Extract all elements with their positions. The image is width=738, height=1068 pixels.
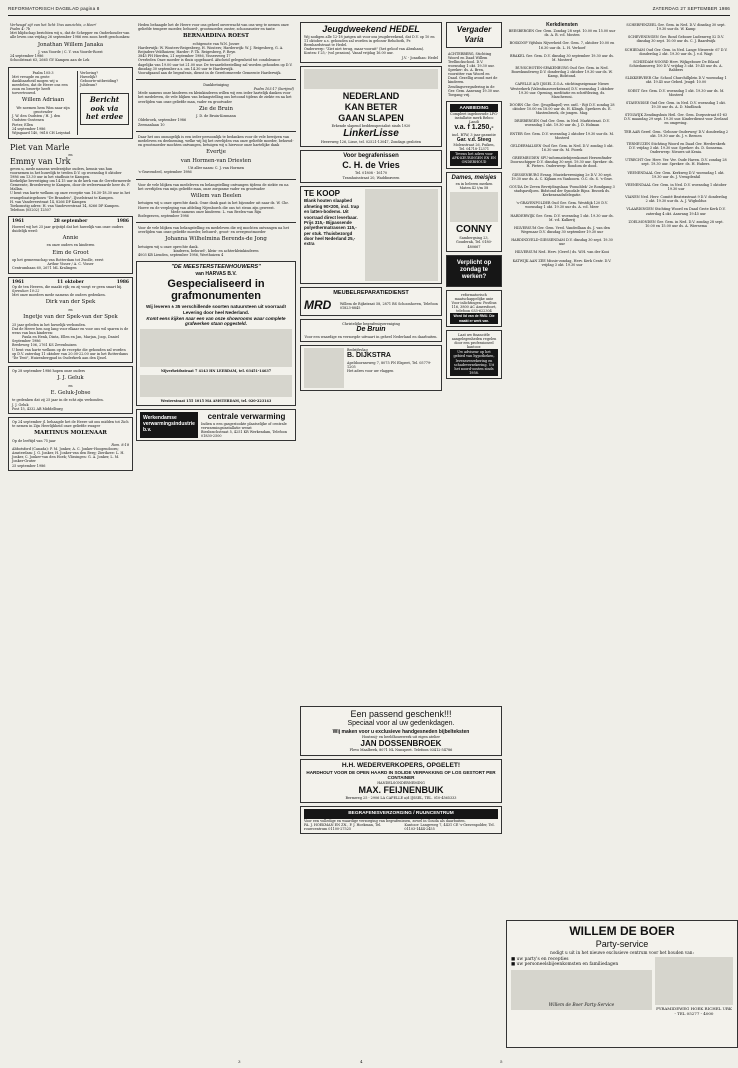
groom-name: Piet van Marle xyxy=(10,143,70,152)
wedding-announcement-piet xyxy=(8,142,133,213)
ad-text: Compleet ingebouwde LPG-installatie merk Rebco Landi xyxy=(450,111,499,124)
church-service-item: GIESSENBURG Evang. Muziekvereniging 2e D.V. 30 sept. 19.30 uur ds. A. C. Kijkam en Vanhoorn. O.C. ds. S. 's-Grav. xyxy=(511,172,613,181)
column-4 xyxy=(446,22,502,704)
address: Post 15, 4332 AB Middelburg xyxy=(12,406,63,411)
body-text: op het gemeenschap van Rotterdam tot Zwolle, eerst xyxy=(12,258,104,263)
company-name: C. H. de Vries xyxy=(342,160,400,171)
conjunction: en xyxy=(68,307,73,312)
company-name: JAN DOSSENBROEK xyxy=(360,738,442,748)
thanks-text: Voor de vele blijken van medeleven en belangstelling ontvangen tijdens de ziekte en na het overlijden van mijn geliefde man, onze zorgzame vader en grootvader xyxy=(138,182,289,191)
address: Wijngaard 140, 9618 CH Leiystad xyxy=(12,130,71,135)
company-name: B. DIJKSTRA xyxy=(347,352,391,360)
deceased-name: Willem van Beelen xyxy=(190,192,242,199)
ad-line-2: KAN BETER xyxy=(344,101,398,112)
ad-jeugdweekend xyxy=(300,22,442,63)
bullet-text: uw personeelsbijeenkomsten en familiedagen xyxy=(516,962,619,968)
bed-photo xyxy=(304,69,438,89)
date: 28 september xyxy=(53,219,88,225)
column-number: 5 xyxy=(500,1059,503,1064)
ad-lpg xyxy=(446,101,502,168)
brand-logo: Willem de Boer Party-Service xyxy=(548,1003,615,1009)
church-service-item: SCHIEDAM Oud Ger. Gem. in Ned. Lange Nieuwstr. 67 D.V. donderdag 2 okt. 19.30 uur ds. J. v.d. Wagt xyxy=(624,47,728,56)
header-left: REFORMATORISCH DAGBLAD pagina 8 xyxy=(8,6,100,11)
church-service-item: HARDERWIJK Ger. Gem. D.V. woensdag 1 okt. 19.30 uur ds. M. v.d. Kalkerij xyxy=(510,213,614,222)
ad-subtitle: HANDELSONDERNEMING xyxy=(377,780,425,785)
thanks-text: Daar het ons onmogelijk is een ieder persoonlijk te bedanken voor de vele bewijzen van medeleven en deelneming, welke wij bij het overlijden van onze geliefde moeder, behuwd- en grootmoeder mochten ontvangen, betuigen wij u hiervoor onze hartelijke dank xyxy=(138,134,294,147)
future-address: Toekomstig adres: H. van Vandeverstraat 14, 8266 DP Kampen. Telefoon (05202) 12507 xyxy=(10,203,120,213)
vergader-varia-logo xyxy=(446,22,502,48)
deceased-first-name: Evertje xyxy=(206,149,226,156)
church-service-item: STAVENISSE Oud Ger. Gem. in Ned. D.V. woensdag 1 okt. 19.30 uur ds. A. D. Mudlinok xyxy=(626,100,726,109)
address: Tramhuisstraat 20, Waddinxveen xyxy=(342,175,400,180)
name-1: Annie xyxy=(62,234,79,241)
ad-title: MEUBELREPARATIEDIENST xyxy=(333,289,409,296)
promo-line: Geboorte-uitbreiding? xyxy=(80,78,119,83)
date: Bodegraven, september 1986 xyxy=(138,213,189,218)
ad-line-3: GAAN SLAPEN xyxy=(338,112,404,123)
birth-announcement-jonathan xyxy=(8,22,133,64)
wish-text: Dat de Heere hen nog lang voor elkaar en voor ons wil sparen is de wens van hun kinderen: xyxy=(12,326,129,335)
verse-ref: Spreuken 10:22 xyxy=(12,289,40,294)
announcement-text: Met blijdschap berichten wij u, dat de Schepper en Onderhouder van alle leven ons vrijdag 26 september 1986 een zoon heeft geschonken: xyxy=(10,31,131,40)
ad-title: "DE MEESTERSTEENHOUWERS" xyxy=(171,264,261,271)
obituary-martinus xyxy=(8,417,133,471)
address: Bermweg 25 - 2906 LA CAPELLE a/d IJSSEL, TEL. 010-4565333 xyxy=(345,795,457,800)
church-service-list xyxy=(506,28,618,268)
church-service-item: HARDINXVELD-GIESSENDAM D.V. dinsdag 30 sept. 19.30 uur xyxy=(511,238,613,247)
announcement-text: Met vreugde en grote dankbaarheid mogen wij u meedelen, dat de Heere ons een zoon en broertje heeft toevertrouwd. xyxy=(12,74,68,96)
erdee-promo xyxy=(77,71,129,135)
obituary-text: Heden behaagde het de Heere voor ons geheel onverwacht van ons weg te nemen onze geliefde tempere moeder, behuwd-, grootmoeder, zuster, schoonzuster en tante xyxy=(138,23,289,32)
ad-dossenbroek xyxy=(300,706,502,756)
ad-title: AANBIEDING xyxy=(450,104,498,112)
church-service-item: KATWIJK AAN ZEE Missie-zondag, Herv. Kerk Centr. D.V. vrijdag 3 okt. 19.30 uur xyxy=(512,258,612,267)
date: September 1986 xyxy=(12,339,41,344)
verse-text: Verheugd zijt van het licht Uws aanzichts, o Heer! xyxy=(10,23,97,27)
church-service-item: VEENENDAAL Ger. Gem. Kerkweg D.V. woensdag 1 okt. 19.30 uur ds. J. Vreugdenhil xyxy=(627,170,725,179)
church-service-item: BRAKEL Ger. Gem. D.V. dinsdag 30 september 19.30 uur ds. M. Mosterd xyxy=(510,53,614,62)
address: Molenstraat 26, Puiken, Tel. 04718-12371 xyxy=(453,142,495,151)
ad-text: Blank houten slaapbed afmeting 90×200, incl. trap en latten-bodems. Uit voorraad direct leverbaar. Prijs 315,- Bijpassende polyethermatrassen 115,- per stuk. Thuisbezorgd door heel Nederland 25,- extra xyxy=(304,198,360,247)
church-service-item: ENTER Ger. Gem. D.V. woensdag 2 oktober 19.30 uur ds. M. Mosterd xyxy=(509,131,615,140)
church-service-item: SCHIEDAM-NOORD Herv. Wijkgebouw De Eiland Schiedamsweg 100 D.V. vrijdag 3 okt. 19.45 uur ds. A. Rabbers xyxy=(629,59,723,73)
bullet-text: uw party's en recepties xyxy=(516,956,569,962)
family-list: Abbotsford (Canada): P. M. Jonker, A. C. Jonker-Hoogendoorn; Amsterdam: J. G. Jonker, H. Jonker-van den Berg; Zierikzee: L. H. Jonker, C. Jonker-van den Hoek; Vlissingen: G. A. Jonker, L. M. Jonker-Gruter xyxy=(12,447,125,464)
brand-logo: CONNY xyxy=(455,224,493,236)
thanks-text: Voor de vele blijken van belangstelling en medeleven die wij mochten ontvangen na het overlijden van onze geliefde moeder, behuwd-, groot- en overgrootmoeder xyxy=(138,226,289,235)
parents: J. van Voorde / C. Y. van Voorde-Roest xyxy=(38,50,103,55)
ad-subtitle: van HARVAS B.V. xyxy=(195,271,237,278)
funeral-text: Overleden Onze moeder is thuis opgebaard. Afscheid gelegenheid tot condoleance dagelijks van 19.00 uur tot 21.00 uur. De teraardebestelling zal worden gehouden op D.V. dinsdag 30 september a.s. om 14.30 uur te Harderwijk. xyxy=(138,58,293,71)
header-right: ZATERDAG 27 SEPTEMBER 1986 xyxy=(652,6,730,11)
anniversary-annie xyxy=(8,216,133,273)
ad-de-bruin xyxy=(300,319,442,342)
column-3 xyxy=(300,22,442,1044)
church-service-item: HILVERSUM Ned. Herv. (Geref.) ds. W.H. van der Kooi xyxy=(514,250,609,255)
ad-title: Voor begrafenissen xyxy=(343,153,399,160)
company-name: MAX. FEIJNENBUIK xyxy=(358,784,444,795)
ad-conny xyxy=(446,172,502,252)
notice-achterberg xyxy=(446,51,502,99)
ad-title: Jeugdweekend HEDEL xyxy=(322,24,420,34)
body-text: 25 jaar geleden in het huwelijk verbonden. xyxy=(12,322,86,327)
reception-text: U bent van harte welkom op de receptie die gehouden zal worden op D.V. zaterdag 11 oktober van 20.00-22.00 uur in het Rotterdams "De Tent", Huizenbergpad in Ouderkerk aan den IJssel. xyxy=(12,347,128,360)
spouse-text: echtgenote van W.N. Jouwe xyxy=(192,41,240,46)
child-name: Willem Adriaan xyxy=(21,97,65,104)
ad-line-1: NEDERLAND xyxy=(342,90,400,101)
column-number: 4 xyxy=(360,1059,363,1064)
page-header xyxy=(8,6,730,16)
ad-text: Wij nodigen alle 12-18 jarigen uit voor ons jeugdweekend, dat D.V. op 10 en 11 oktober a.s. gehouden zal worden in gebouw Rehoboth, Pr. Bernhardstraat te Hedel. xyxy=(304,34,435,48)
ad-footer: Uw adviseur op het gebied van hypotheken, levensverzekering en schadeverzekering. Uit het noord-oosten sinds 1958. xyxy=(450,349,498,376)
siblings: Pieter, Ellen xyxy=(12,122,33,127)
ad-headline: centrale verwarming xyxy=(207,412,286,421)
thanks-van-beelen xyxy=(136,182,296,219)
church-service-item: STOLWIJK Zendingshuis Heil. Ger. Gem. Dorpsstraat 61-63 D.V. maandag 29 sept. 19.30 uur. Kinderdienst voor Zeeland en omgeving. xyxy=(624,113,728,126)
bride-name: Emmy van Urk xyxy=(10,156,71,166)
thanks-text: Mede namens onze kinderen en kleinkinderen willen wij een ieder hartelijk danken voor het medeleven, de vele blijken van belangstelling ons betoond tijdens de ziekte en na het overlijden van onze geliefde man, vader en grootvader xyxy=(138,91,292,104)
ad-text-2: incl. BTW, 3 jaar garantie xyxy=(452,132,496,137)
signature: Arthur Visser / A. C. Visser xyxy=(47,262,94,267)
column-6 xyxy=(622,22,730,916)
birth-announcement-willem xyxy=(8,67,133,139)
ad-footer: Word lid van de RMU. Die maakt er werk van. xyxy=(450,313,498,323)
date: 's-Gravendeel, september 1986 xyxy=(138,170,192,175)
notice-text: ACHTERBERG, Stichting Woord en Daad Willem Teellinckschool. D.V. woensdag 1 okt. 19.30 uur. Spreker: ds. A. Bren, voorzitter van Woord en Daad. Gezellig avond met de kinderen. Zendingsvergadering in de Ger. Gem. Aanvang 19.30 uur. Toegang vrij. xyxy=(448,51,500,97)
ad-linker-lisse xyxy=(300,66,442,147)
church-service-item: 's-GRAVENPOLDER Oud Ger. Gem. Westdijk 120 D.V. woensdag 1 okt. 19.30 uur ds. A. v.d. Meer xyxy=(516,201,608,210)
verse-ref: Psalm 103:17 (berijmd) xyxy=(253,87,294,92)
ad-rmu xyxy=(446,290,502,327)
name-2: Ingetje van der Spek-van der Spek xyxy=(23,314,118,321)
promo-cta: Bericht ook via het erdee xyxy=(80,93,129,125)
church-service-item: VLAARDINGEN Stichting Woord en Daad Grote Kerk D.V. zaterdag 4 okt. Aanvang 19.45 uur xyxy=(626,207,726,216)
signature: kinderen, behuwd-, klein- en achterkleinkinderen xyxy=(173,249,259,254)
church-service-item: UTRECHT Ger. Herv. Ver. Ver. Oude Haven. D.V. zondag 28 sept. 19.30 uur. Spreker: ds. H. Hubers. xyxy=(625,158,727,167)
church-service-item: GREEMBUDEN SPU-informatiebijeenkomst Hersenfinder Doornschipper D.V. dinsdag 30 sept. 19.30 uur. Spreker: ds. H. Pieters. Onderwerp: Rondom de dood. xyxy=(510,156,614,169)
deceased-name: MARTINUS MOLENAAR xyxy=(34,430,107,437)
ad-text: Voor een volledige en waardige verzorging van begrafenissen, zowel in Gouda als daarbuiten. xyxy=(304,818,466,823)
contact-left: FA. J. HOEKMAN EN ZN., P. J. Hoekman, Tel. rouwcentrum 01100-27525 xyxy=(304,823,382,832)
logo-box xyxy=(511,970,652,1010)
verse-text: Op de ten Heeren, die maakt rijk; en zij voegt er geen smart bij. xyxy=(12,284,123,289)
ad-text: Het adres voor uw vlaggen xyxy=(347,368,394,373)
ad-subtitle: en in beleren merken xyxy=(455,181,493,186)
ad-de-vries xyxy=(300,150,442,183)
ad-title: H.H. WEDERVERKOPERS, OPGELET! xyxy=(341,761,461,769)
ad-text-2: Voor inlichtingen: Postbus 116, 3800 AC Amersfoort, telefoon 033-622304 xyxy=(451,300,497,314)
church-service-item: TER AAR Geref. Gem. 'Gebouw Onderweg' D.V. donderdag 2 okt. 19.30 uur ds. J. v. Reenen xyxy=(624,129,728,138)
church-service-item: GELDERMALSEN Oud Ger. Gem. in Ned. D.V. zondag 5 okt. 16.30 uur ds. M. Piorek xyxy=(510,143,614,153)
family-list: Harderwijk: W. Wouters-Reigesberg, H. Wouters; Harderwijk: W. J. Reigesberg, G. A. Reijnders-Veldhuizen; Harder: P. Th. Reigesberg, P. Reyn xyxy=(138,46,284,55)
ad-text-2: Komt eens kijken naar een van onze showrooms waar complete grafwerken staan opgesteld. xyxy=(146,315,286,327)
deceased-name: BERNARDINA ROEST xyxy=(182,33,250,40)
section-title: Vergader xyxy=(456,25,492,34)
bullet-1: ■ uw party's en recepties xyxy=(511,956,569,962)
address: 3845 PH Hierden, 21 september 1986, Vissersweg 17 xyxy=(138,54,231,59)
church-service-item: TERNEUZEN Stichting Woord en Daad Ger. Herderskerk D.V. vrijdag 3 okt. 19.30 uur. Spreker: ds. D. Sonnema. Onderwerp: Nieuws uit Kenia. xyxy=(626,141,726,155)
church-service-item: CAPELLE A/D IJSSEL Z.O.A. stichtingseigenaar Nieuw Westerkerk (Valentinaswerkstraat) D.V. woensdag 1 oktober 19.30 uur. Opening, meditatie en schriftlezing, ds. Mascheroni. xyxy=(510,82,614,99)
church-service-item: SCHERPENZEEL Ger. Gem. in Ned. D.V. dinsdag 30 sept. 19.30 uur ds. W. Kamp xyxy=(626,23,726,32)
name-1: Dirk van der Spek xyxy=(45,299,96,306)
column-2 xyxy=(136,22,296,1044)
promo-line: Jubileum? xyxy=(80,83,98,87)
ad-text-2: Onderwerp: "Ziet niet terug, maar vooruit" (het geloof van Abraham). Kosten: f 25,- (vol pension). Vanaf vrijdag 16.00 uur. xyxy=(304,47,425,56)
address: Flevo Maalbeek, 8071 NL Nunspeet. Telefoon 03412-54786 xyxy=(349,748,453,753)
signature: Uit aller naam: C. J. van Hormen xyxy=(187,166,245,171)
promo-line: Huwelijk? xyxy=(80,74,98,79)
psalm-ref: Psalm 105:3 xyxy=(32,70,54,75)
signature: J. D. de Bruin-Kosmann xyxy=(196,114,236,119)
conjunction: en xyxy=(68,152,73,157)
church-service-item: VIANEN Ned. Herv. Comité Beatrixstraat 9 D.V. donderdag 2 okt. 19.30 uur ds. A. J. Wigboldus xyxy=(625,195,727,204)
column-1 xyxy=(8,22,133,1044)
announcement-text: geven u, mede namens wederzijdse ouders, kennis van hun voornemen in het huwelijk te treden D.V. op woensdag 8 oktober 1986 om 13.30 uur in het stadhuis te Kampen. xyxy=(10,166,122,179)
name-2: Eim de Groot xyxy=(52,249,89,256)
address-1: Nijverheidsstraat 7 4143 HN LEERDAM, tel. 03451-14637 xyxy=(160,368,272,373)
address: Apeldoornseweg 7, 8075 PN Elspeet, Tel. 05779-1205 xyxy=(347,360,432,369)
ad-headline: Gespecialiseerd in grafmonumenten xyxy=(167,278,265,302)
church-text: Kerkelijke bevestiging om 14.15 uur in de kerk van de Gereformeerde Gemeente, Broederweg te Kampen, door de weleerwaarde heer ds. F. Mallan. xyxy=(10,179,131,192)
body-text: betuigen wij u onze oprechte dank. Onze dank gaat in het bijzonder uit naar ds. W. Chr. Hoeve en de verpleging van afdeling Nijenborch die ons tot steun zijn geweest. xyxy=(138,201,289,210)
church-service-item: SLIKKERVEER Chr. School Churchillplein D.V. woensdag 1 okt. 19.45 uur Gebed. Jeugd: 10.00 xyxy=(625,76,727,85)
church-service-item: SOEST Ger. Gem. D.V. woensdag 1 okt. 19.30 uur ds. M. Mosterd xyxy=(627,88,725,97)
conjunction: en onze ouders en kinderen xyxy=(46,243,95,248)
church-service-item: BEESBERGEN Ger. Gem. Zondag 28 sept. 10.00 en 15.00 uur ds. A. B. v.d. Mosten xyxy=(508,29,616,38)
church-service-item: HILVERSUM Ger. Gem. Vred. Vandedlaan ds. J. van den Wegenaar D.V. dinsdag 30 september 19.30 uur xyxy=(514,225,610,235)
age-text: Op de leeftijd van 75 jaar xyxy=(12,438,56,443)
column-number: 3 xyxy=(238,1059,241,1064)
church-service-item: BUNSCHOTEN-SPAKENBURG Oud Ger. Gem. in Ned. Bouwkundeweg D.V. donderdag 2 oktober 19.30 uur ds. W. Kamp, Bidstond. xyxy=(511,65,613,79)
company-name: De Bruin xyxy=(356,326,386,334)
ad-text-2: Houtsnij- en beeldhouwwerk uit eigen atelier xyxy=(362,734,440,739)
ad-text: Wij leveren ± 35 verschillende soorten natuursteen uit voorraad! Levering door heel Nederland. xyxy=(145,304,287,315)
address: Schoolstraat 63, 2665 GV Kampen aan de Lek xyxy=(10,58,90,63)
date: 24 september 1986 xyxy=(10,54,44,59)
announcement-text: Hoewel wij het 25 jaar grijstijd dat het huwelijk van onze ouders duidelijk werd: xyxy=(12,224,124,233)
ad-text: reformatorisch maatschappelijke unie xyxy=(454,292,494,301)
date: Oldebroek, september 1986 xyxy=(138,118,187,123)
ad-subtitle: Speciaal voor al uw gedenkdagen. xyxy=(347,719,455,727)
conjunction: en xyxy=(68,383,73,388)
brand-logo: MRD xyxy=(304,298,332,313)
deceased-last-name: van Hormen-van Driesten xyxy=(180,157,252,164)
ad-text: nodigt u uit in het nieuwe exclusieve centrum voor het houden van: xyxy=(550,949,694,955)
name-1: J. J. Geluk xyxy=(57,375,84,382)
ad-text: Maten 42 t/m 58 xyxy=(459,185,489,190)
bed-photo xyxy=(365,189,438,281)
child-name: Jonathan Willem Janaka xyxy=(37,41,104,48)
ad-zondag: Verplicht op zondag te werken? xyxy=(446,255,502,287)
date: 25 september 1986 xyxy=(12,463,46,468)
ad-werkendamse xyxy=(136,409,296,441)
address: Willem de Rijkstraat 58, 2871 BS Schoonhoven, Telefoon 01823-8845 xyxy=(339,301,438,310)
ad-hoekman xyxy=(300,806,502,834)
company-name: Gar. v.d. Steeg xyxy=(456,136,492,143)
ad-title: Een passend geschenk!!! xyxy=(350,709,452,719)
column-5 xyxy=(506,22,618,916)
obituary-roest xyxy=(136,22,296,76)
flag-photo xyxy=(304,348,344,388)
signature: Mede namens onze kinderen: L. van Beelen-van Rijn xyxy=(170,209,262,214)
ad-te-koop xyxy=(300,186,442,284)
ad-feijnenbuik xyxy=(300,759,502,803)
ad-text: Erkende slapend beddenspecialist sinds 1920 xyxy=(331,123,411,128)
intro-text: Met onze moeders mede namens de ouders gedenken. xyxy=(12,293,106,298)
body-text: te gedenken dat zij 25 jaar in de echt zijn verbonden. xyxy=(12,398,104,403)
anniversary-geluk xyxy=(8,366,133,414)
intro-text: Op 28 september 1986 hopen onze ouders xyxy=(12,368,86,373)
brand-logo: LinkerLisse xyxy=(343,127,399,139)
address: Bredeweg 106, 2761 KS Zevenhuizen xyxy=(12,343,77,348)
signature: J.V. - Jonathan: Hedel xyxy=(401,55,438,60)
address: H. van Vandeverstraat 14, 8266 DP Kampen xyxy=(10,199,86,204)
deceased-name: Johanna Wilhelmina Berends-de Jong xyxy=(165,236,267,243)
ad-text: Indien u een gasgestookte plaatselijke of centrale verwarmingsinstallatie wenst xyxy=(201,421,287,430)
ad-text: Laat uw financiële aangelegenheden regelen door een professioneel kantoor. xyxy=(451,332,497,350)
address: Biesboschstraat 5, 4251 KR Werkendam, Telefoon 01830-2500 xyxy=(201,430,288,439)
promo-line: Verloving? xyxy=(80,70,99,75)
ad-harvas xyxy=(136,261,296,406)
ad-title: Werkendamse verwarmingsindustrie b.v. xyxy=(140,412,198,438)
wide-ads xyxy=(300,706,502,837)
ad-subtitle: Party-service xyxy=(595,938,649,949)
church-service-item: BOSKOOP Vijfsluis Nijverheid Ger. Gem. 7, oktober 10.00 en 16.30 uur ds. L. H. Verhoef xyxy=(509,41,615,50)
date: 24 september 1986 xyxy=(12,126,46,131)
body-text: betuigen wij u onze oprechte dank. xyxy=(138,244,199,249)
thanks-de-bruin xyxy=(136,82,296,128)
thanks-berends xyxy=(136,225,296,258)
parents: J. W. den Oudsten / H. J. den Oudsten-Oostenen xyxy=(12,114,61,123)
ad-text: Wij maken voor u exclusieve handgesneden bijbelteksten xyxy=(332,728,470,735)
ad-willem-de-boer xyxy=(506,920,738,1048)
section-title: Kerkdiensten xyxy=(546,22,578,28)
company-name: WILLEM DE BOER xyxy=(569,924,675,938)
church-service-item: VEENENDAAL Ger. Gem. in Ned. D.V. woensdag 1 oktober 19.30 uur xyxy=(625,182,727,191)
church-service-item: GOUDA De Zeven Bevrijdingslaan 'Pomoblek' 2e Rondgang 3 stadspaviljoen. Bidstond der Synodale Rijnz. Bezoek ds. Kerkenraadsdelegatie. xyxy=(509,184,615,198)
ad-title: Christelijke begrafenisvereniging xyxy=(342,322,400,327)
name-2: E. Geluk-Jobse xyxy=(50,389,91,396)
church-service-item: SCHEVENINGEN Ger. Bond Gebouw Ludenweg 52 D.V. dinsdag 30 sept. 10.00 uur ds. C. J. Baardwijk xyxy=(628,35,724,44)
anniversary-dirk xyxy=(8,277,133,363)
ad-text: HARDHOUT VOOR DE OPEN HAARD IN SOLIDE VERPAKKING OF LOS GESTORT PER CONTAINER xyxy=(306,769,496,781)
address: Sambergsing 23, Gouderak, Tel. 0180-480667 xyxy=(456,236,492,249)
address: Centrumbaan 60, 2671 ML Kralingen xyxy=(12,266,77,271)
address: Zeemanlaan 10 xyxy=(138,122,165,127)
fashion-photo xyxy=(450,192,498,222)
price: v.a. f 1.250,- xyxy=(454,124,494,132)
church-service-item: DRIEBERGEN Oud Ger. Gem. in Ned. Marktstraat. D.V. woensdag 1 okt. 19.30 uur ds. J. D. Holman xyxy=(514,119,610,128)
address: 4003 KB Lienden, september 1986, Weethuizen 4 xyxy=(138,253,224,258)
ad-title: TE KOOP xyxy=(304,188,341,198)
church-service-list-2 xyxy=(622,22,730,229)
service-text: Voorafgaand aan de begrafenis, dienst in de Gereformeerde Gemeente Harderwijk. xyxy=(138,70,282,75)
ad-text: Voor een waardige en verzorgde uitvaart in geheel Nederland en daarbuiten. xyxy=(304,334,438,339)
building-photo xyxy=(655,957,733,1005)
section-head: Dankbetuiging xyxy=(203,83,229,87)
address-2: Westerstraat 155 1015 MA AMSTERDAM, tel. 020-223143 xyxy=(160,398,272,403)
address: Heereweg 126, Lisse, tel. 02521-13047, Zondags gesloten xyxy=(320,139,422,144)
year-end: 1986 xyxy=(116,219,129,225)
year-start: 1961 xyxy=(12,279,25,285)
showroom-photo xyxy=(140,329,292,367)
ad-title: BEGRAFENISVERZORGING / RUUNCENTRUM xyxy=(304,809,498,819)
deceased-name: Zie de Bruin xyxy=(199,105,233,112)
children: Paula en Henk, Dinta, Ellen en Jan, Marjan, Joop, Daniel xyxy=(22,335,119,340)
church-service-item: DOORN Chr. Ger. (Jeugdkapel) ver. ontl. - Rijt D.V. zondag 28 oktober 10.00 en 18.00 uur ds. H. Klingh. Sprekers ds. E. Mastenbroek, de jongen. Mag. xyxy=(509,102,615,116)
ad-title: Dames, meisjes xyxy=(451,174,497,181)
reception-text: U bent van harte welkom op onze receptie van 16.30-18.30 uur in het evangelisatiegebouw "De Brandeis", IJsselstraat te Kampen. xyxy=(10,191,131,200)
date: 11 oktober xyxy=(57,279,84,285)
ad-mrd xyxy=(300,287,442,316)
ad-title: Bedrijfsvlag xyxy=(347,347,368,352)
church-service-item: ZOELMONDEN Ger. Gem. in Ned. D.V. zondag 28 sept. 10.00 en 15.00 uur ds. A. Wiersema xyxy=(628,219,724,228)
bullet-2: ■ uw personeelsbijeenkomsten en familiedagen xyxy=(511,962,619,968)
verse-ref: Psalm 4: 7b xyxy=(10,27,31,32)
address: PYRAMIDEWEG HOEK RICHEL URK - TEL 05277 - 4000 xyxy=(656,1005,732,1016)
section-title-2: Varia xyxy=(464,34,484,44)
contact-right: Kantoor: Langeweg 7, 4431 CE 's-Gravenpolder, Tel. 01103-1444-2455 xyxy=(404,823,495,832)
thanks-evertje xyxy=(136,134,296,176)
phone: Tel. 01808 - 16170 xyxy=(354,171,388,176)
year-end: 1986 xyxy=(116,279,129,285)
ad-footer: Tevens het adres voor APK-KEURINGEN EN EN ONDERHOUD xyxy=(451,152,497,165)
ad-financieel xyxy=(446,330,502,379)
obituary-text: Op 24 september jl. behaagde het de Heere uit ons midden tot Zich te nemen in Zijn Heerlijkheid onze geliefde zwager xyxy=(12,419,129,429)
name-note: We noemen hem Wim naar zijn grootvader xyxy=(16,106,70,115)
showroom-photo-2 xyxy=(140,375,292,397)
ad-dijkstra xyxy=(300,345,442,391)
signature: J. J. Geluk xyxy=(12,402,29,407)
year-start: 1961 xyxy=(12,219,25,225)
verse-ref: Rom. 8:18 xyxy=(111,442,129,447)
